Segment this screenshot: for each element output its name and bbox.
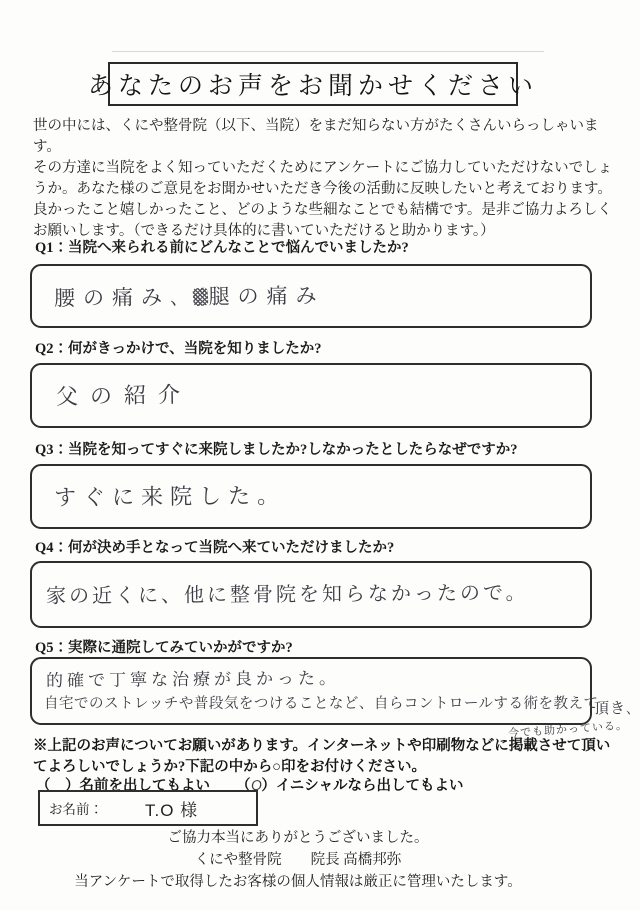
handwritten-answer-q5-overflow: 頂き､ [594,700,635,717]
name-field-box [38,790,258,826]
intro-line: 世の中には、くにや整骨院（以下、当院）をまだ知らない方がたくさんいらっしゃいます。 [33,118,599,155]
handwritten-answer-q3: すぐに来院した。 [53,482,287,511]
permission-note-line2: てよろしいでしょうか?下記の中から○印をお付けください。 [33,759,427,775]
footer [4,827,592,893]
answer-box-q2 [30,363,592,428]
intro-line: その方達に当院をよく知っていただくためにアンケートにご協力していただけないでしょ [33,160,613,176]
name-field-label: お名前： [49,802,103,817]
option-initial-paren-open: （ [236,778,251,794]
handwritten-answer-q5-overflow-small: 今でも助かっている｡ [507,720,623,740]
page-title-box [88,62,539,106]
intro-paragraph [33,116,613,242]
question-label-q4: Q4：何が決め手となって当院へ来ていただけましたか? [35,540,395,556]
intro-line: 良かったこと嬉しかったこと、どのような些細なことでも結構です。是非ご協力よろしく [33,202,612,218]
scribble-mark [192,287,208,306]
handwritten-answer-q1-part1: 腰の痛み､ [53,286,189,311]
question-label-q5: Q5：実際に通院してみていかがですか? [35,640,293,656]
handwritten-answer-q5-line2: 自宅でのストレッチや普段気をつけることなど、自らコントロールする術を教えて [44,696,599,712]
question-label-q2: Q2：何がきっかけで、当院を知りましたか? [35,341,322,357]
handwritten-answer-q1-part2: 腿の痛み [208,284,325,309]
option-name-allowed: （ ）名前を出してもよい [36,778,210,794]
clinic-line: くにや整骨院 院長 高橋邦弥 [194,852,402,868]
question-label-q3: Q3：当院を知ってすぐに来院しましたか?しなかったとしたらなぜですか? [35,442,518,458]
handwritten-answer-q1 [54,280,325,313]
circle-mark: O [249,776,263,794]
question-label-q1: Q1：当院へ来られる前にどんなことで悩んでいましたか? [35,240,409,256]
option-initial-allowed [236,778,464,794]
answer-box-q4 [30,561,592,628]
option-initial-label: ）イニシャルなら出してもよい [261,778,464,794]
name-field-value: T.O 様 [145,800,199,820]
intro-line: お願いします。（できるだけ具体的に書いていただけると助かります。） [33,223,495,239]
handwritten-answer-q2: 父の紹介 [55,381,193,410]
answer-box-q1 [30,264,592,328]
intro-line: うか。あなた様のご意見をお聞かせいただき今後の活動に反映したいと考えております。 [33,181,612,197]
handwritten-answer-q5-line1: 的確で丁寧な治療が良かった。 [45,668,341,691]
answer-box-q3 [30,464,592,529]
page-title: あなたのお声をお聞かせください [88,73,539,100]
privacy-line: 当アンケートで取得したお客様の個人情報は厳正に管理いたします。 [74,874,522,890]
permission-note-line1: ※上記のお声についてお願いがあります。インターネットや印刷物などに掲載させて頂い [33,738,611,754]
answer-box-q5 [30,657,599,725]
handwritten-answer-q4: 家の近くに、他に整骨院を知らなかったので。 [45,582,529,608]
thanks-line: ご協力本当にありがとうございました。 [167,830,429,846]
scan-artifact-line [112,51,544,52]
